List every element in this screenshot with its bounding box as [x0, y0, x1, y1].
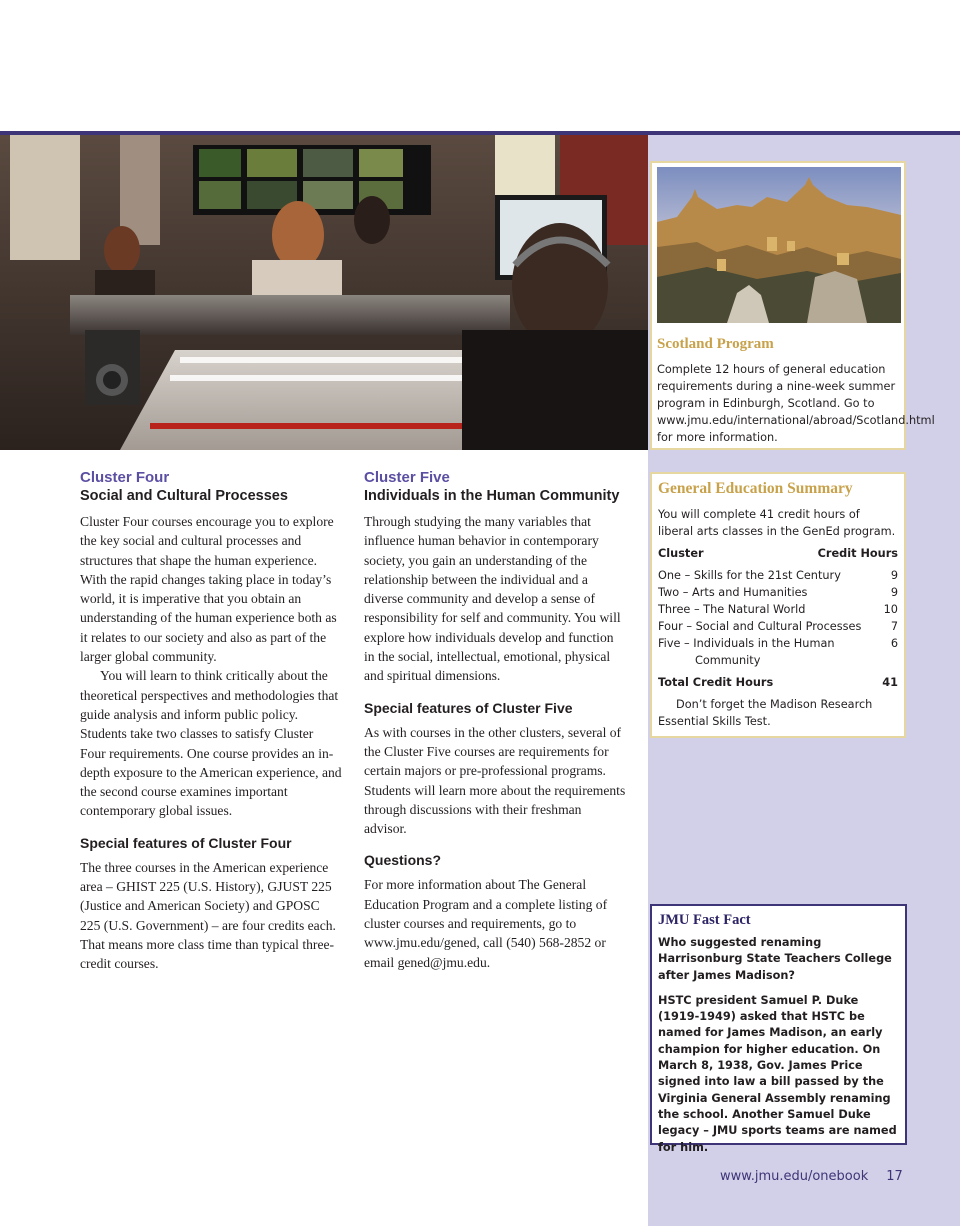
row-credit-hours: 6	[890, 637, 898, 650]
total-value: 41	[882, 676, 898, 689]
total-label: Total Credit Hours	[658, 676, 774, 689]
scotland-program-box	[650, 161, 935, 450]
page-number: 17	[886, 1169, 903, 1184]
cluster-four-column	[80, 468, 342, 974]
summary-total-row	[658, 674, 898, 691]
summary-intro: You will complete 41 credit hours of liberal arts classes in the GenEd program.	[658, 508, 896, 538]
table-row	[658, 635, 898, 669]
summary-note: Don’t forget the Madison Research Essential Skills Test.	[658, 698, 873, 728]
cluster-four-features-text: The three courses in the American experience area – GHIST 225 (U.S. History), GJUST 225 (Justice and American Society) and GPOSC 225 (U.S. Government) – are four credits each. That means more class time than typical three-credit courses.	[80, 859, 336, 972]
cluster-five-features-text: As with courses in the other clusters, several of the Cluster Five courses are requirements for certain majors or pre-professional programs. Students will learn more about the requirements through discussions with their freshman advisor.	[364, 724, 626, 837]
fast-fact-question: Who suggested renaming Harrisonburg State Teachers College after James Madison?	[658, 936, 892, 982]
scotland-heading: Scotland Program	[657, 336, 774, 352]
cluster-four-label: Cluster Four	[80, 469, 170, 486]
gened-summary-box	[650, 472, 906, 738]
cluster-four-title: Social and Cultural Processes	[80, 488, 288, 504]
summary-table-header	[658, 545, 898, 562]
row-credit-hours: 10	[883, 603, 898, 616]
fast-fact-answer: HSTC president Samuel P. Duke (1919-1949) asked that HSTC be named for James Madison, an early champion for higher education. On March 8, 1938, Gov. James Price signed into law a bill passed by the Virginia General Assembly renaming the school. Another Samuel Duke legacy – JMU sports teams are named for him.	[658, 993, 897, 1154]
scotland-text: Complete 12 hours of general education requirements during a nine-week summer program in Edinburgh, Scotland. Go to www.jmu.edu/international/abroad/Scotland.html for more information.	[657, 363, 935, 444]
cluster-four-details: You will learn to think critically about the theoretical perspectives and methodologies that guide analysis and inform public policy. Students take two classes to satisfy Cluster Four requirements. One course provides an in-depth exposure to the American experience, and the second course examines important contemporary global issues.	[80, 668, 342, 819]
cluster-five-title: Individuals in the Human Community	[364, 488, 620, 504]
table-row	[658, 618, 898, 635]
fast-fact-box	[650, 904, 907, 1154]
cluster-four-features-heading: Special features of Cluster Four	[80, 834, 292, 851]
fast-fact-heading: JMU Fast Fact	[658, 912, 751, 928]
table-row	[658, 584, 898, 601]
cluster-four-intro: Cluster Four courses encourage you to explore the key social and cultural processes and structures that shape the human experience. With the rapid changes taking place in today’s world, it is imperative that you obtain an understanding of the human experience both as it relates to our society and also as part of the larger global community.	[80, 514, 337, 665]
col-cluster-header: Cluster	[658, 547, 704, 560]
row-credit-hours: 9	[890, 586, 898, 599]
cluster-five-features-heading: Special features of Cluster Five	[364, 699, 573, 716]
row-cluster-name: One – Skills for the 21st Century	[658, 569, 841, 582]
row-cluster-name: Three – The Natural World	[658, 603, 806, 616]
row-cluster-name: Five – Individuals in the Human	[658, 637, 835, 650]
row-cluster-name-continued: Community	[695, 654, 761, 667]
cluster-five-intro: Through studying the many variables that influence human behavior in contemporary society, you gain an understanding of the relationship between the individual and a diverse community and develop a sense of responsibility for self and community. You will explore how individuals develop and function in the social, intellectual, emotional, physical and spiritual dimensions.	[364, 514, 621, 684]
summary-heading: General Education Summary	[658, 480, 853, 497]
questions-heading: Questions?	[364, 852, 442, 869]
edinburgh-photo	[657, 167, 901, 323]
row-credit-hours: 9	[890, 569, 898, 582]
cluster-five-label: Cluster Five	[364, 469, 450, 486]
control-room-photo	[0, 135, 648, 450]
row-cluster-name-wrap	[658, 635, 835, 669]
questions-text: For more information about The General Education Program and a complete listing of cluster courses and requirements, go to www.jmu.edu/gened, call (540) 568-2852 or email gened@jmu.edu.	[364, 877, 608, 970]
row-cluster-name: Two – Arts and Humanities	[658, 586, 808, 599]
row-credit-hours: 7	[890, 620, 898, 633]
footer-url[interactable]: www.jmu.edu/onebook	[720, 1169, 869, 1184]
row-cluster-name: Four – Social and Cultural Processes	[658, 620, 862, 633]
col-hours-header: Credit Hours	[817, 547, 898, 560]
cluster-five-column	[364, 468, 626, 972]
page-footer	[720, 1169, 903, 1184]
table-row	[658, 601, 898, 618]
table-row	[658, 567, 898, 584]
